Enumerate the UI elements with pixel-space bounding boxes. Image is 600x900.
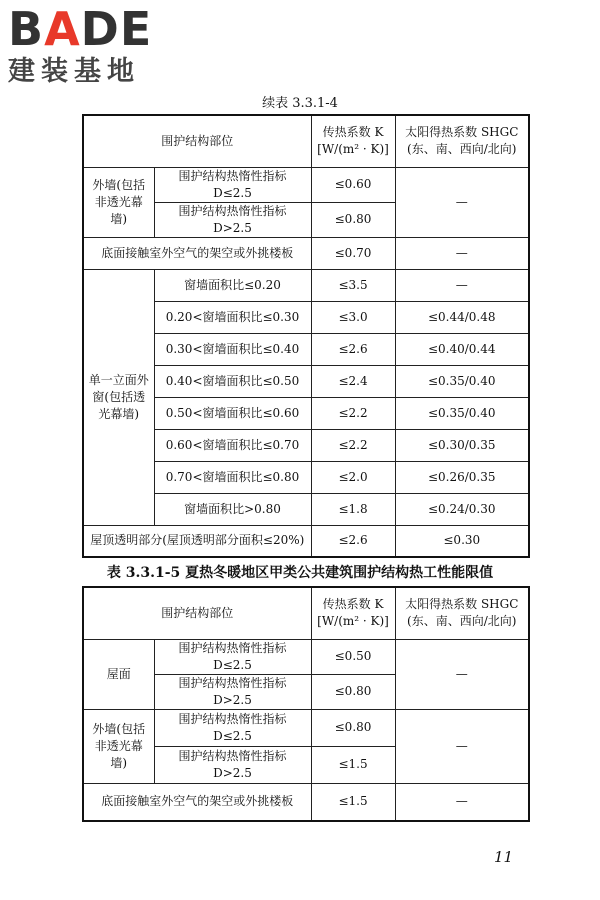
table2-caption: 表 3.3.1-5 夏热冬暖地区甲类公共建筑围护结构热工性能限值 bbox=[106, 565, 494, 581]
cell-k: ≤0.50 bbox=[311, 639, 395, 674]
header-shgc: 太阳得热系数 SHGC (东、南、西向/北向) bbox=[395, 587, 529, 639]
row-floor: 底面接触室外空气的架空或外挑楼板 bbox=[83, 783, 311, 821]
cell-k: ≤2.6 bbox=[311, 333, 395, 365]
cell-shgc: ≤0.30 bbox=[395, 525, 529, 557]
cell-shgc: — bbox=[395, 709, 529, 783]
cell-shgc: — bbox=[395, 639, 529, 709]
cell-k: ≤2.6 bbox=[311, 525, 395, 557]
row-group-wall: 外墙(包括非透光幕墙) bbox=[83, 167, 154, 237]
cell-condition: 0.50<窗墙面积比≤0.60 bbox=[154, 397, 311, 429]
cell-k: ≤1.5 bbox=[311, 783, 395, 821]
cell-shgc: — bbox=[395, 269, 529, 301]
row-floor: 底面接触室外空气的架空或外挑楼板 bbox=[83, 237, 311, 269]
table1 bbox=[82, 114, 530, 558]
cell-condition: 围护结构热惰性指标 D≤2.5 bbox=[154, 167, 311, 202]
cell-k: ≤2.2 bbox=[311, 429, 395, 461]
header-part: 围护结构部位 bbox=[83, 587, 311, 639]
cell-shgc: ≤0.40/0.44 bbox=[395, 333, 529, 365]
cell-k: ≤0.80 bbox=[311, 709, 395, 746]
cell-condition: 围护结构热惰性指标 D>2.5 bbox=[154, 202, 311, 237]
cell-k: ≤2.0 bbox=[311, 461, 395, 493]
cell-shgc: — bbox=[395, 237, 529, 269]
logo-wordmark: BADE bbox=[8, 2, 153, 56]
cell-condition: 0.40<窗墙面积比≤0.50 bbox=[154, 365, 311, 397]
header-k: 传热系数 K [W/(m² · K)] bbox=[311, 587, 395, 639]
cell-condition: 围护结构热惰性指标 D≤2.5 bbox=[154, 639, 311, 674]
cell-shgc: ≤0.26/0.35 bbox=[395, 461, 529, 493]
row-roof-transparent: 屋顶透明部分(屋顶透明部分面积≤20%) bbox=[83, 525, 311, 557]
header-shgc: 太阳得热系数 SHGC (东、南、西向/北向) bbox=[395, 115, 529, 167]
brand-logo bbox=[8, 4, 178, 88]
cell-shgc: — bbox=[395, 783, 529, 821]
cell-k: ≤0.70 bbox=[311, 237, 395, 269]
cell-k: ≤0.80 bbox=[311, 202, 395, 237]
table2 bbox=[82, 586, 530, 822]
cell-condition: 窗墙面积比>0.80 bbox=[154, 493, 311, 525]
row-group-window: 单一立面外窗(包括透光幕墙) bbox=[83, 269, 154, 525]
cell-condition: 0.60<窗墙面积比≤0.70 bbox=[154, 429, 311, 461]
cell-k: ≤3.5 bbox=[311, 269, 395, 301]
cell-k: ≤3.0 bbox=[311, 301, 395, 333]
cell-k: ≤0.60 bbox=[311, 167, 395, 202]
row-group-roof: 屋面 bbox=[83, 639, 154, 709]
row-group-wall: 外墙(包括非透光幕墙) bbox=[83, 709, 154, 783]
cell-k: ≤2.4 bbox=[311, 365, 395, 397]
cell-condition: 0.20<窗墙面积比≤0.30 bbox=[154, 301, 311, 333]
header-part: 围护结构部位 bbox=[83, 115, 311, 167]
cell-condition: 围护结构热惰性指标 D>2.5 bbox=[154, 674, 311, 709]
cell-condition: 围护结构热惰性指标 D>2.5 bbox=[154, 746, 311, 783]
logo-subtitle: 建装基地 bbox=[8, 56, 140, 87]
cell-shgc: — bbox=[395, 167, 529, 237]
cell-k: ≤2.2 bbox=[311, 397, 395, 429]
cell-shgc: ≤0.35/0.40 bbox=[395, 397, 529, 429]
cell-condition: 0.30<窗墙面积比≤0.40 bbox=[154, 333, 311, 365]
header-k: 传热系数 K [W/(m² · K)] bbox=[311, 115, 395, 167]
table1-caption: 续表 3.3.1-4 bbox=[262, 96, 338, 111]
cell-k: ≤1.8 bbox=[311, 493, 395, 525]
cell-condition: 窗墙面积比≤0.20 bbox=[154, 269, 311, 301]
cell-condition: 0.70<窗墙面积比≤0.80 bbox=[154, 461, 311, 493]
page-number: 11 bbox=[494, 848, 514, 866]
cell-shgc: ≤0.24/0.30 bbox=[395, 493, 529, 525]
cell-k: ≤0.80 bbox=[311, 674, 395, 709]
cell-shgc: ≤0.44/0.48 bbox=[395, 301, 529, 333]
cell-condition: 围护结构热惰性指标 D≤2.5 bbox=[154, 709, 311, 746]
cell-shgc: ≤0.30/0.35 bbox=[395, 429, 529, 461]
cell-shgc: ≤0.35/0.40 bbox=[395, 365, 529, 397]
cell-k: ≤1.5 bbox=[311, 746, 395, 783]
